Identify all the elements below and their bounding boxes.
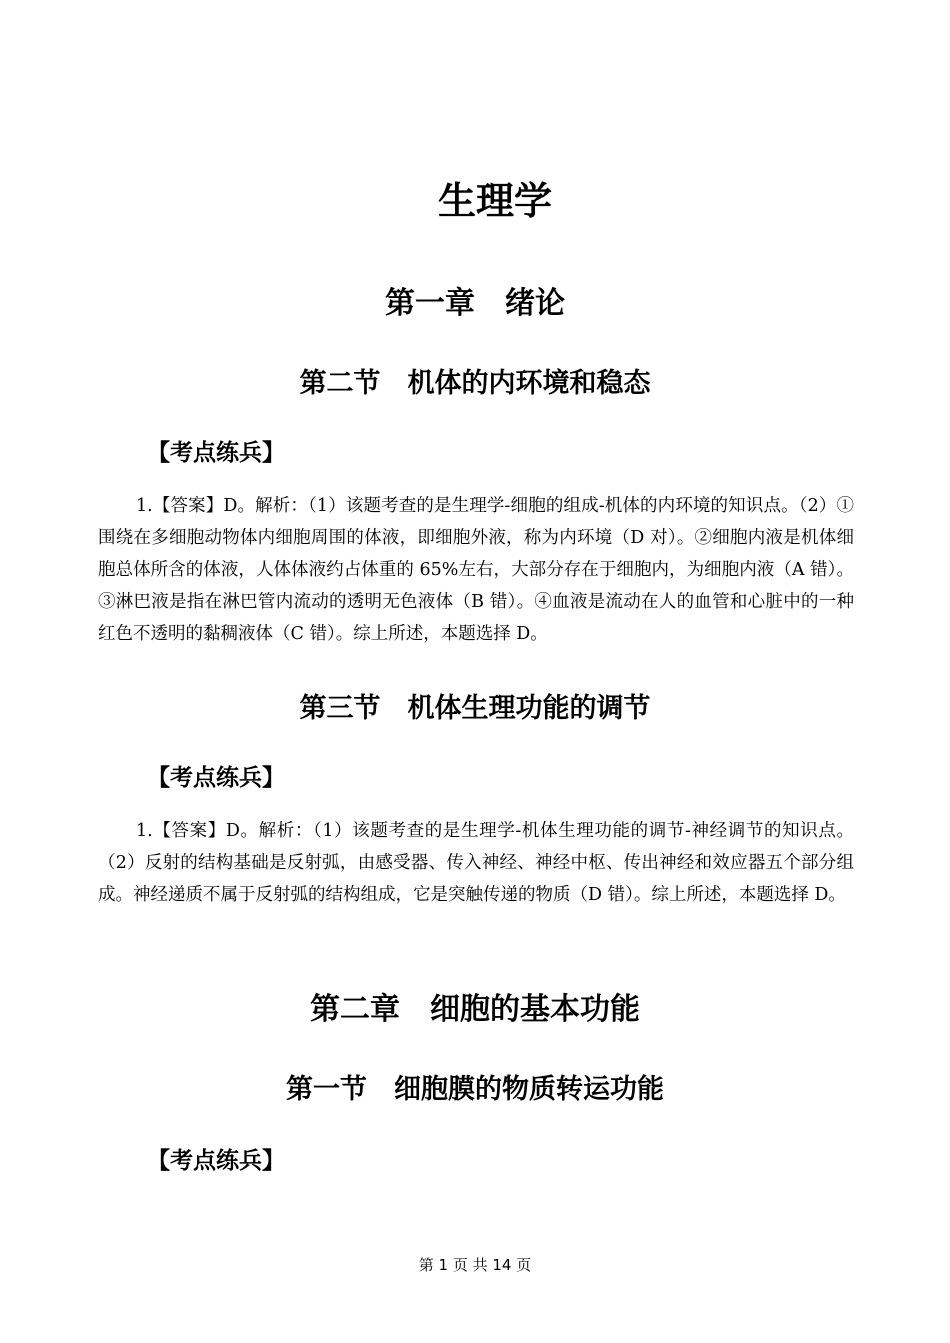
chapter-1-title: 第一章 绪论	[385, 286, 565, 321]
document-title: 生理学	[437, 179, 552, 223]
chapter-1-section-3-practice-label: 【考点练兵】	[147, 765, 285, 791]
chapter-1-section-3-answer: 1.【答案】D。解析：（1）该题考查的是生理学-机体生理功能的调节-神经调节的知识点。（2）反射的结构基础是反射弧，由感受器、传入神经、神经中枢、传出神经和效应器五个部分组成。神经递质不属于反射弧的结构组成，它是突触传递的物质（D 错）。综上所述，本题选择 D。	[98, 821, 854, 905]
chapter-2-section-1-practice-label: 【考点练兵】	[147, 1148, 285, 1174]
chapter-2-title: 第二章 细胞的基本功能	[310, 992, 640, 1027]
chapter-1-section-2-answer: 1.【答案】D。解析：（1）该题考查的是生理学-细胞的组成-机体的内环境的知识点。（2）①围绕在多细胞动物体内细胞周围的体液，即细胞外液，称为内环境（D 对）。②细胞内液是机体细胞总体所含的体液，人体体液约占体重的 65%左右，大部分存在于细胞内，为细胞内液（A 错）。③淋巴液是指在淋巴管内流动的透明无色液体（B 错）。④血液是流动在人的血管和心脏中的一种红色不透明的黏稠液体（C 错）。综上所述，本题选择 D。	[98, 496, 854, 644]
chapter-1-section-2-practice-label: 【考点练兵】	[147, 440, 285, 466]
chapter-1-section-2-title: 第二节 机体的内环境和稳态	[299, 368, 651, 399]
page-footer: 第 1 页 共 14 页	[418, 1256, 532, 1274]
chapter-1-section-3-title: 第三节 机体生理功能的调节	[299, 693, 651, 724]
chapter-2-section-1-title: 第一节 细胞膜的物质转运功能	[286, 1074, 664, 1105]
